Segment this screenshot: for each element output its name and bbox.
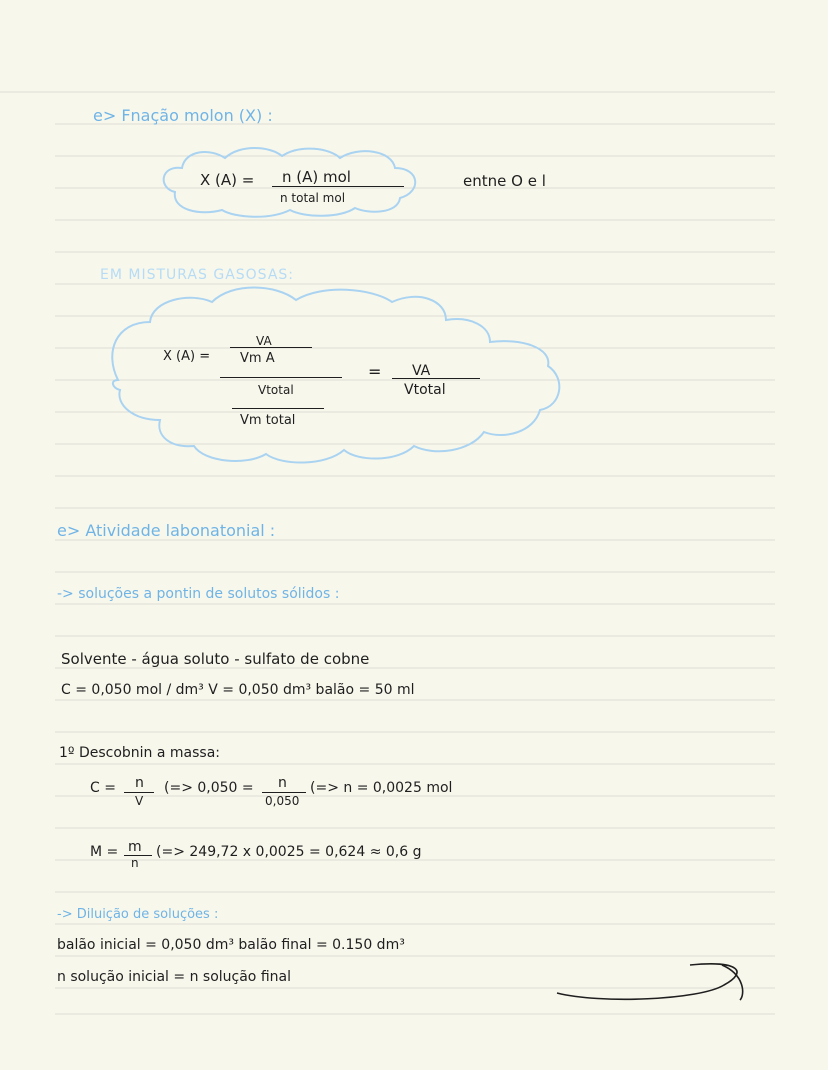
eq2-rest: (=> 249,72 x 0,0025 = 0,624 ≈ 0,6 g bbox=[156, 844, 422, 860]
fraction-formula-lhs: X (A) = bbox=[200, 171, 255, 189]
eq2-denominator: n bbox=[131, 856, 139, 870]
fraction-heading: e> Fnação molon (X) : bbox=[93, 106, 273, 125]
gases-bottom-denominator: Vm total bbox=[240, 413, 296, 428]
gases-top-denominator: Vm A bbox=[240, 351, 275, 366]
fraction-range-note: entne O e l bbox=[463, 172, 546, 190]
eq1-part2: (=> 0,050 = bbox=[164, 780, 254, 796]
gases-result-numerator: VA bbox=[412, 363, 431, 379]
dilution-line1: balão inicial = 0,050 dm³ balão final = 0.150 dm³ bbox=[57, 937, 405, 953]
eq1-n2-numerator: n bbox=[278, 775, 287, 791]
gases-formula-lhs: X (A) = bbox=[163, 349, 211, 364]
gases-result-denominator: Vtotal bbox=[404, 382, 446, 398]
fraction-bar bbox=[272, 186, 404, 187]
gases-bottom-bar bbox=[232, 408, 324, 409]
eq1-bar2 bbox=[262, 792, 306, 793]
lab-heading: e> Atividade labonatonial : bbox=[57, 521, 276, 540]
gases-bottom-numerator: Vtotal bbox=[258, 383, 294, 397]
cloud-gases bbox=[112, 288, 559, 463]
gases-heading: EM MISTURAS GASOSAS: bbox=[100, 267, 295, 283]
eq1-v-denominator: V bbox=[135, 794, 144, 808]
arrow-stroke bbox=[557, 964, 737, 999]
gases-main-bar bbox=[220, 377, 342, 378]
gases-top-numerator: VA bbox=[256, 334, 272, 348]
lab-line-concentration: C = 0,050 mol / dm³ V = 0,050 dm³ balão = 50 ml bbox=[61, 682, 415, 698]
gases-top-bar bbox=[230, 347, 312, 348]
fraction-formula-denominator: n total mol bbox=[280, 191, 346, 205]
dilution-line2: n solução inicial = n solução final bbox=[57, 969, 291, 985]
gases-result-bar bbox=[392, 378, 480, 379]
eq1-part3: (=> n = 0,0025 mol bbox=[310, 780, 453, 796]
eq1-c: C = bbox=[90, 780, 116, 796]
eq1-n-numerator: n bbox=[135, 775, 144, 791]
lab-step1: 1º Descobnin a massa: bbox=[59, 745, 221, 761]
gases-equals: = bbox=[368, 362, 382, 381]
arrow-stroke-tail bbox=[722, 965, 743, 1000]
eq1-n2-denominator: 0,050 bbox=[265, 794, 300, 808]
dilution-heading: -> Diluição de soluções : bbox=[57, 907, 219, 922]
eq1-bar bbox=[124, 792, 154, 793]
lab-subheading: -> soluções a pontin de solutos sólidos : bbox=[57, 586, 340, 602]
eq2-numerator: m bbox=[128, 839, 142, 855]
lab-line-solvent: Solvente - água soluto - sulfato de cobne bbox=[61, 650, 370, 668]
fraction-formula-numerator: n (A) mol bbox=[282, 168, 351, 186]
eq2-m: M = bbox=[90, 844, 119, 860]
